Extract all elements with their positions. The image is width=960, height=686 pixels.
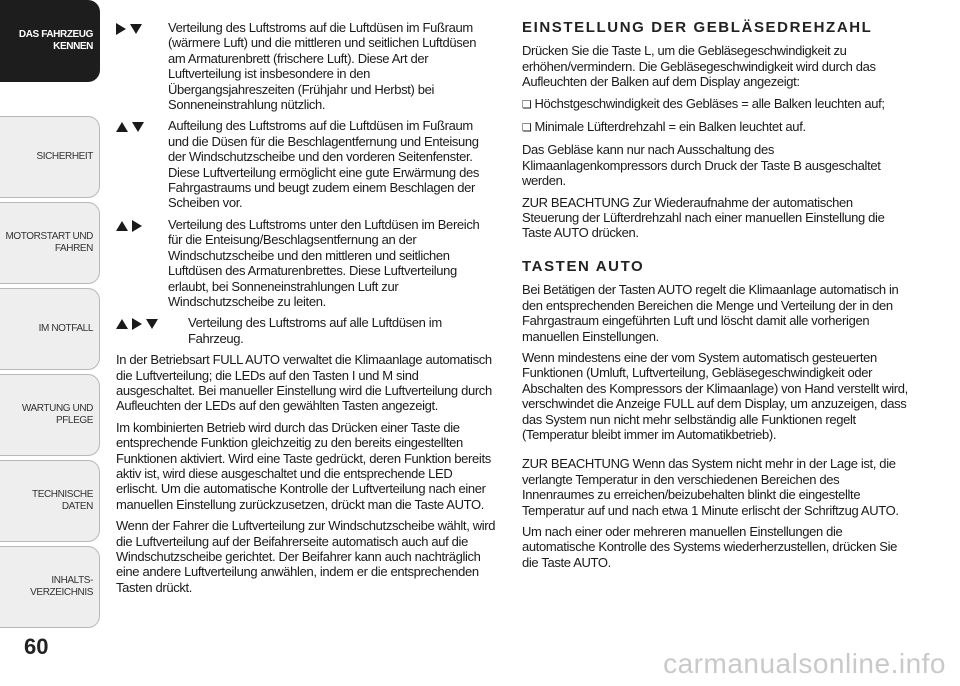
entry-text: Verteilung des Luftstroms auf die Luftdüsen im Fußraum (wärmere Luft) und die mittleren und seitlichen Luftdüsen am Armaturenbrett (frischere Luft). Diese Art der Luftverteilung ist insbesondere in den Übergangsjahreszeiten (Frühjahr und Herbst) bei Sonneneinstrahlung nützlich. — [168, 20, 477, 113]
right-column — [522, 20, 910, 576]
paragraph: Drücken Sie die Taste L, um die Gebläsegeschwindigkeit zu erhöhen/vermindern. Die Gebläsegeschwindigkeit wird durch das Aufleuchten der Balken auf dem Display angezeigt: — [522, 43, 876, 90]
mode-icons — [116, 217, 168, 309]
section-heading: EINSTELLUNG DER GEBLÄSEDREHZAHL — [522, 19, 873, 36]
list-item — [116, 315, 496, 346]
tab-motorstart-und-fahren[interactable]: MOTORSTART UND FAHREN — [0, 202, 100, 284]
mode-icons — [116, 20, 168, 112]
paragraph: Wenn mindestens eine der vom System automatisch gesteuerten Funktionen (Umluft, Luftverteilung, Gebläsegeschwindigkeit oder Abschalten des Kompressors der Klimaanlage) von Hand verstellt wird, verschwindet die Anzeige FULL auf dem Display, um anzuzeigen, dass das System nun nicht mehr selbständig alle Funktionen regelt (Temperatur bleibt immer im Automatikbetrieb). — [522, 349, 908, 442]
watermark: carmanualsonline.info — [663, 648, 946, 679]
play-icon — [132, 318, 142, 330]
paragraph: Im kombinierten Betrieb wird durch das Drücken einer Taste die entsprechende Funktion gleichzeitig zu den bereits eingestellten Funktionen aktiviert. Wird eine Taste gedrückt, deren Funktion bereits aktiv ist, wird diese ausgeschaltet und die entsprechende LED erlischt. Um die automatische Kontrolle der Luftverteilung nach einer manuellen Einstellung zurückzusetzen, drückt man die Taste AUTO. — [116, 419, 491, 512]
paragraph: Um nach einer oder mehreren manuellen Einstellungen die automatische Kontrolle des Systems wiederherzustellen, drücken Sie die Taste AUTO. — [522, 523, 898, 570]
list-item — [116, 217, 496, 309]
paragraph: ZUR BEACHTUNG Wenn das System nicht mehr in der Lage ist, die verlangte Temperatur in den verschiedenen Bereichen des Innenraumes zu erreichen/beizubehalten blinkt die eingestellte Temperatur auf und nach etwa 1 Minute erlischt der Schriftzug AUTO. — [522, 456, 899, 518]
paragraph: Wenn der Fahrer die Luftverteilung zur Windschutzscheibe wählt, wird die Luftverteilung auf der Beifahrerseite automatisch auch auf die Windschutzscheibe gerichtet. Der Beifahrer kann auch nachträglich eine andere Luftverteilung anwählen, indem er die entsprechenden Tasten drückt. — [116, 518, 496, 595]
page-number: 60 — [24, 634, 49, 659]
down-triangle-icon — [146, 319, 158, 329]
list-item — [116, 20, 496, 112]
tab-technische-daten[interactable]: TECHNISCHE DATEN — [0, 460, 100, 542]
paragraph: Bei Betätigen der Tasten AUTO regelt die Klimaanlage automatisch in den entsprechenden Bereichen die Menge und Verteilung der in den Fahrgastraum eingeführten Luft und löscht damit alle vorherigen manuellen Einstellungen. — [522, 282, 899, 344]
mode-icons — [116, 118, 168, 210]
bullet-item: ❏ Minimale Lüfterdrehzahl = ein Balken leuchtet auf. — [522, 119, 910, 136]
section-heading: TASTEN AUTO — [522, 257, 645, 275]
paragraph: In der Betriebsart FULL AUTO verwaltet die Klimaanlage automatisch die Luftverteilung; die LEDs auf den Tasten I und M sind ausgeschaltet. Bei manueller Einstellung wird die Luftverteilung durch Aufleuchten der LEDs auf den gewählten Tasten angezeigt. — [116, 352, 492, 414]
list-item — [116, 118, 496, 210]
down-triangle-icon — [130, 24, 142, 34]
mode-icons — [116, 315, 188, 346]
entry-text: Verteilung des Luftstroms auf alle Luftdüsen im Fahrzeug. — [188, 315, 442, 346]
tab-sicherheit[interactable]: SICHERHEIT — [0, 116, 100, 198]
tab-inhaltsverzeichnis[interactable]: INHALTS-VERZEICHNIS — [0, 546, 100, 628]
up-triangle-icon — [116, 221, 128, 231]
tab-wartung-und-pflege[interactable]: WARTUNG UND PFLEGE — [0, 374, 100, 456]
up-triangle-icon — [116, 319, 128, 329]
bullet-item: ❏ Höchstgeschwindigkeit des Gebläses = alle Balken leuchten auf; — [522, 96, 910, 113]
play-icon — [132, 220, 142, 232]
play-icon — [116, 23, 126, 35]
paragraph: Das Gebläse kann nur nach Ausschaltung des Klimaanlagenkompressors durch Druck der Taste B ausgeschaltet werden. — [522, 142, 881, 189]
tab-das-fahrzeug-kennen[interactable]: DAS FAHRZEUG KENNEN — [0, 0, 100, 82]
down-triangle-icon — [132, 122, 144, 132]
up-triangle-icon — [116, 122, 128, 132]
sidebar — [0, 0, 100, 686]
entry-text: Aufteilung des Luftstroms auf die Luftdüsen im Fußraum und die Düsen für die Beschlagentfernung und Enteisung der Windschutzscheibe und den vorderen Seitenfenster. Diese Luftverteilung ermöglicht eine gute Erwärmung des Fahrgastraums und beugt zudem einem Beschlagen der Scheiben vor. — [168, 118, 479, 211]
tab-im-notfall[interactable]: IM NOTFALL — [0, 288, 100, 370]
entry-text: Verteilung des Luftstroms unter den Luftdüsen im Bereich für die Enteisung/Beschlagsentfernung an der Windschutzscheibe und den mittleren und seitlichen Luftdüsen des Armaturenbrettes. Diese Luftverteilung erlaubt, bei Sonneneinstrahlungen Luft zur Windschutzscheibe zu leiten. — [168, 216, 480, 309]
left-column — [116, 20, 496, 601]
paragraph: ZUR BEACHTUNG Zur Wiederaufnahme der automatischen Steuerung der Lüfterdrehzahl nach einer manuellen Einstellung die Taste AUTO drücken. — [522, 194, 885, 241]
